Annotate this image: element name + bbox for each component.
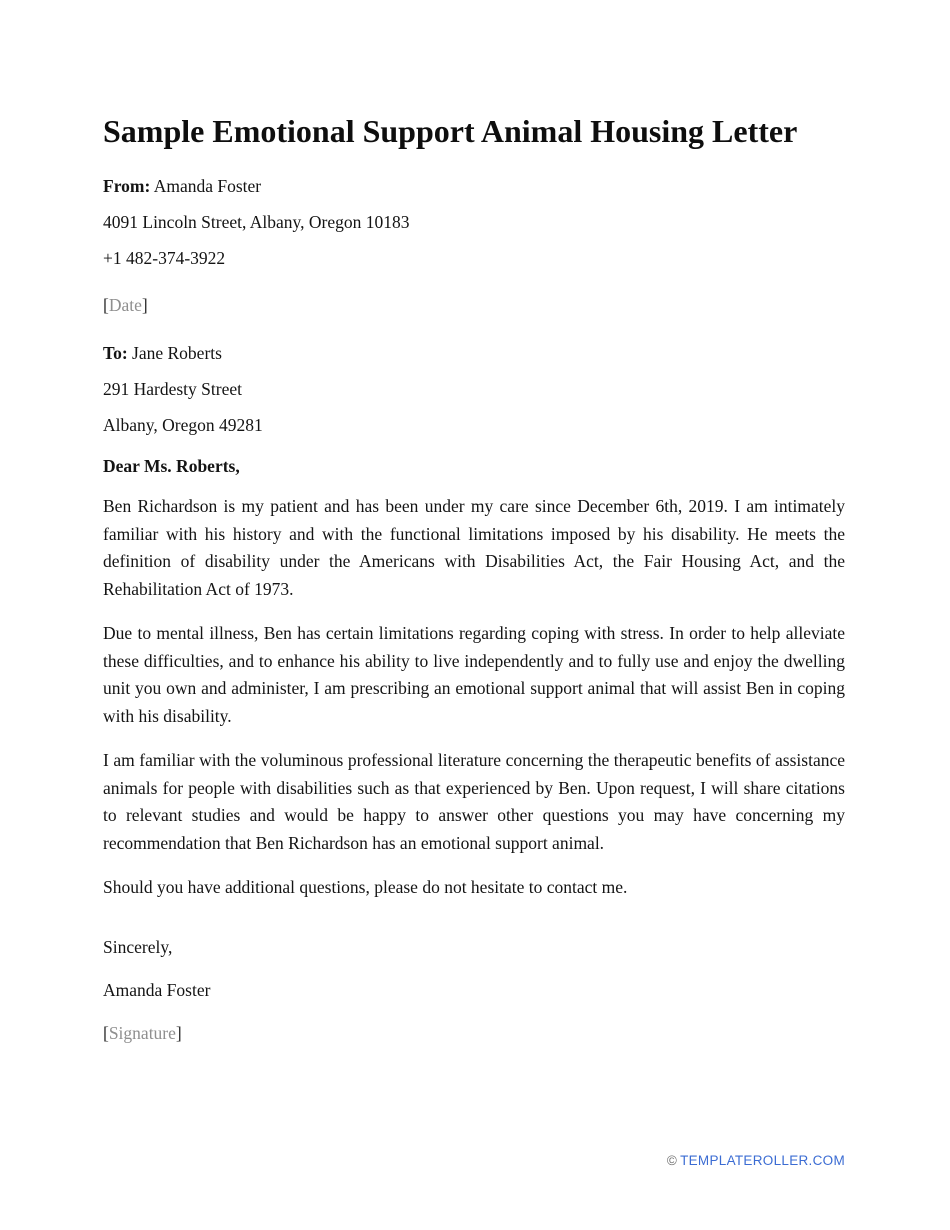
salutation: Dear Ms. Roberts, — [103, 456, 240, 476]
footer — [667, 1153, 845, 1168]
body-paragraph-3: I am familiar with the voluminous professional literature concerning the therapeutic benefits of assistance animals for people with disabilities such as that experienced by Ben. Upon request, I will share citations to relevant studies and would be happy to answer other questions you may have concerning my recommendation that Ben Richardson has an emotional support animal. — [103, 750, 845, 853]
sign-off: Sincerely, — [103, 936, 173, 957]
to-address-line2: Albany, Oregon 49281 — [103, 415, 263, 435]
page-title: Sample Emotional Support Animal Housing Letter — [103, 113, 798, 149]
signature-name: Amanda Foster — [103, 979, 211, 1000]
from-label: From: — [103, 176, 151, 196]
body-paragraph-1: Ben Richardson is my patient and has been under my care since December 6th, 2019. I am intimately familiar with his history and with the functional limitations imposed by his disability. He meets the definition of disability under the Americans with Disabilities Act, the Fair Housing Act, and the Rehabilitation Act of 1973. — [103, 496, 845, 599]
signature-placeholder-field[interactable] — [103, 1022, 845, 1044]
to-label: To: — [103, 343, 128, 363]
date-close-bracket: ] — [141, 295, 148, 315]
body-paragraph-4: Should you have additional questions, please do not hesitate to contact me. — [103, 877, 628, 897]
to-name: Jane Roberts — [127, 343, 222, 363]
from-line — [103, 175, 845, 197]
signature-open-bracket: [ — [103, 1022, 109, 1043]
date-placeholder-text: Date — [108, 295, 142, 315]
date-open-bracket: [ — [103, 295, 109, 315]
date-placeholder-field[interactable] — [103, 294, 845, 316]
signature-close-bracket: ] — [175, 1022, 182, 1043]
from-phone: +1 482-374-3922 — [103, 248, 226, 268]
from-name: Amanda Foster — [150, 176, 262, 196]
body-paragraph-2: Due to mental illness, Ben has certain limitations regarding coping with stress. In order to help alleviate these difficulties, and to enhance his ability to live independently and to fully use and enjoy the dwelling unit you own and administer, I am prescribing an emotional support animal that will assist Ben in coping with his disability. — [103, 623, 845, 726]
templateroller-link[interactable]: TEMPLATEROLLER.COM — [680, 1153, 845, 1168]
signature-placeholder-text: Signature — [108, 1022, 176, 1043]
to-line — [103, 342, 845, 364]
from-address: 4091 Lincoln Street, Albany, Oregon 10183 — [103, 212, 410, 232]
to-address-line1: 291 Hardesty Street — [103, 379, 242, 399]
copyright-icon: © — [666, 1153, 678, 1168]
